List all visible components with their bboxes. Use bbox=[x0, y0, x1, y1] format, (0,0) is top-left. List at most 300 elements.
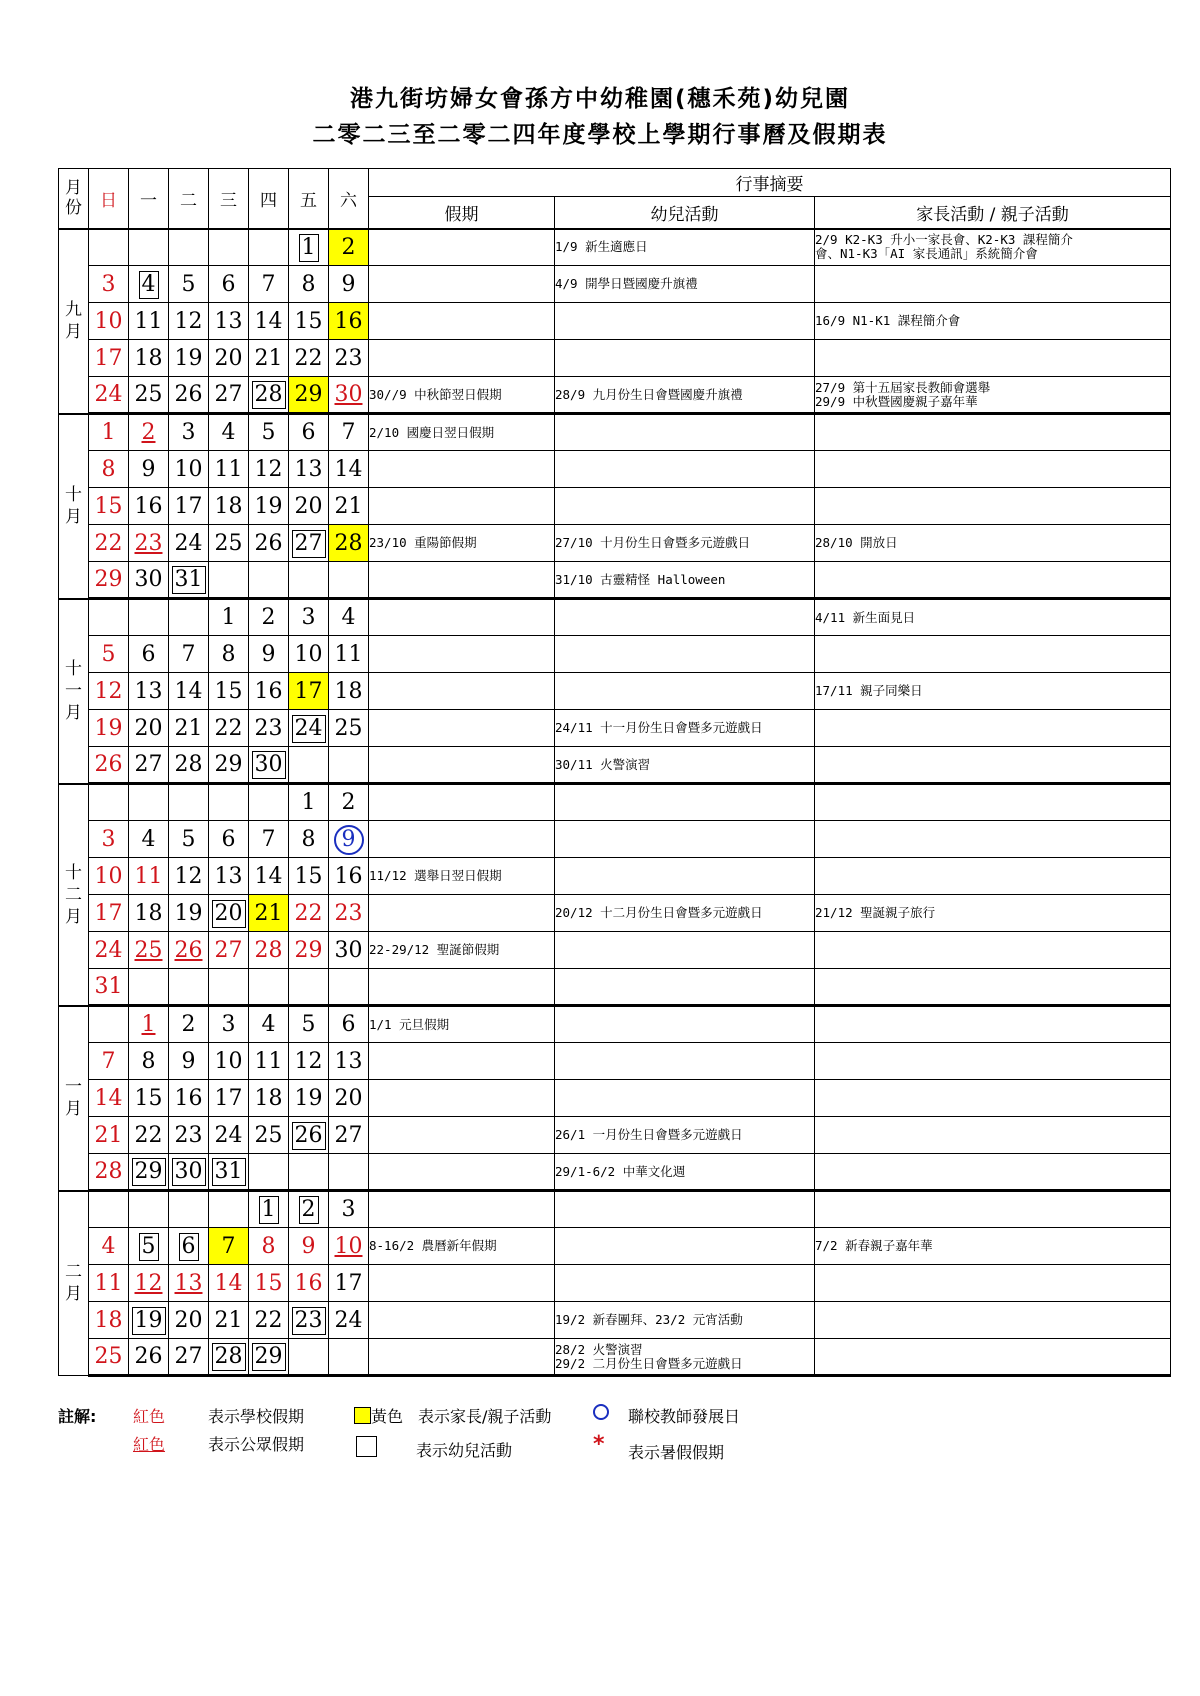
day-cell bbox=[209, 340, 249, 377]
day-number: 9 bbox=[261, 641, 276, 667]
day-number: 13 bbox=[214, 863, 243, 889]
parent-activity-event: 28/10 開放日 bbox=[815, 525, 1171, 562]
day-number: 25 bbox=[94, 1344, 123, 1369]
kids-activity-event bbox=[555, 414, 815, 451]
day-cell bbox=[289, 414, 329, 451]
legend-red-school-desc: 表示學校假期 bbox=[208, 1407, 305, 1426]
day-cell bbox=[89, 488, 129, 525]
day-number: 18 bbox=[214, 493, 243, 519]
day-number: 30 bbox=[334, 937, 363, 963]
day-cell bbox=[169, 1339, 209, 1376]
day-cell bbox=[289, 1006, 329, 1043]
holiday-event bbox=[369, 1265, 555, 1302]
holiday-event: 30//9 中秋節翌日假期 bbox=[369, 377, 555, 414]
day-number: 5 bbox=[181, 826, 196, 852]
week-row bbox=[59, 1043, 1171, 1080]
day-cell bbox=[209, 599, 249, 636]
day-number: 19 bbox=[174, 345, 203, 371]
day-number: 12 bbox=[294, 1048, 323, 1074]
day-cell bbox=[169, 451, 209, 488]
legend-red-public: 紅色 bbox=[133, 1435, 166, 1454]
day-cell bbox=[129, 266, 169, 303]
day-cell bbox=[169, 525, 209, 562]
day-cell bbox=[329, 821, 369, 858]
day-number: 20 bbox=[212, 900, 246, 928]
day-cell bbox=[169, 673, 209, 710]
day-cell bbox=[289, 784, 329, 821]
day-cell bbox=[289, 710, 329, 747]
day-number: 8 bbox=[221, 641, 236, 667]
day-cell bbox=[129, 414, 169, 451]
day-number: 12 bbox=[174, 863, 203, 889]
day-number: 11 bbox=[254, 1048, 283, 1074]
day-number: 2 bbox=[181, 1012, 196, 1037]
day-cell bbox=[129, 821, 169, 858]
holiday-event bbox=[369, 599, 555, 636]
kids-activity-event: 19/2 新春團拜、23/2 元宵活動 bbox=[555, 1302, 815, 1339]
day-cell bbox=[209, 1043, 249, 1080]
kids-activity-event bbox=[555, 340, 815, 377]
holiday-event bbox=[369, 969, 555, 1006]
day-number: 7 bbox=[101, 1048, 116, 1074]
empty-day-cell bbox=[169, 229, 209, 266]
day-cell bbox=[249, 747, 289, 784]
legend-star-desc: 表示暑假假期 bbox=[628, 1443, 725, 1462]
empty-day-cell bbox=[129, 599, 169, 636]
day-number: 14 bbox=[94, 1085, 123, 1111]
day-number: 1 bbox=[301, 790, 316, 815]
day-cell bbox=[129, 1043, 169, 1080]
day-cell bbox=[209, 1228, 249, 1265]
day-cell bbox=[249, 599, 289, 636]
calendar-table bbox=[58, 168, 1171, 1377]
day-number: 16 bbox=[134, 493, 163, 519]
day-number: 16 bbox=[334, 863, 363, 889]
week-row bbox=[59, 488, 1171, 525]
day-number: 12 bbox=[94, 678, 123, 704]
day-cell bbox=[89, 1302, 129, 1339]
holiday-event bbox=[369, 303, 555, 340]
day-cell bbox=[209, 858, 249, 895]
day-number: 20 bbox=[174, 1307, 203, 1333]
day-number: 11 bbox=[134, 863, 163, 889]
day-cell bbox=[289, 636, 329, 673]
day-cell bbox=[289, 229, 329, 266]
day-number: 29 bbox=[132, 1158, 166, 1186]
day-number: 18 bbox=[334, 678, 363, 704]
parent-activity-event bbox=[815, 1080, 1171, 1117]
day-cell bbox=[129, 1302, 169, 1339]
day-cell bbox=[89, 1154, 129, 1191]
day-cell bbox=[129, 1006, 169, 1043]
day-cell bbox=[169, 932, 209, 969]
day-number: 7 bbox=[181, 641, 196, 667]
summary-header: 行事摘要 bbox=[369, 169, 1171, 197]
empty-day-cell bbox=[289, 747, 329, 784]
day-cell bbox=[209, 1117, 249, 1154]
holiday-event bbox=[369, 1043, 555, 1080]
day-cell bbox=[249, 636, 289, 673]
day-number: 25 bbox=[254, 1122, 283, 1148]
day-cell bbox=[89, 747, 129, 784]
day-cell bbox=[249, 821, 289, 858]
day-cell bbox=[329, 340, 369, 377]
day-cell bbox=[89, 710, 129, 747]
day-number: 23 bbox=[292, 1307, 326, 1335]
kids-activity-event bbox=[555, 1191, 815, 1228]
empty-day-cell bbox=[89, 1006, 129, 1043]
empty-day-cell bbox=[209, 562, 249, 599]
day-number: 24 bbox=[292, 715, 326, 743]
day-number: 25 bbox=[214, 530, 243, 556]
day-cell bbox=[329, 673, 369, 710]
holiday-event bbox=[369, 1117, 555, 1154]
weekday-header-sun: 日 bbox=[89, 169, 129, 229]
day-cell bbox=[169, 1228, 209, 1265]
day-cell bbox=[209, 1302, 249, 1339]
day-cell bbox=[289, 488, 329, 525]
day-number: 12 bbox=[254, 456, 283, 482]
week-row bbox=[59, 858, 1171, 895]
day-cell bbox=[129, 303, 169, 340]
day-cell bbox=[289, 1043, 329, 1080]
weekday-header-wed: 三 bbox=[209, 169, 249, 229]
day-number: 10 bbox=[94, 863, 123, 889]
day-cell bbox=[249, 1339, 289, 1376]
day-number: 22 bbox=[294, 900, 323, 926]
day-cell bbox=[209, 1154, 249, 1191]
day-number: 14 bbox=[214, 1270, 243, 1296]
day-cell bbox=[169, 377, 209, 414]
day-number: 10 bbox=[334, 1233, 363, 1259]
weekday-header-sat: 六 bbox=[329, 169, 369, 229]
day-cell bbox=[129, 1080, 169, 1117]
day-cell bbox=[169, 858, 209, 895]
day-cell bbox=[169, 821, 209, 858]
kids-activity-event: 20/12 十二月份生日會暨多元遊戲日 bbox=[555, 895, 815, 932]
day-number: 20 bbox=[134, 715, 163, 741]
day-number: 30 bbox=[252, 751, 286, 779]
legend-star-icon: * bbox=[593, 1432, 605, 1457]
kids-activity-event bbox=[555, 784, 815, 821]
day-number: 23 bbox=[134, 530, 163, 556]
day-cell bbox=[329, 488, 369, 525]
week-row bbox=[59, 710, 1171, 747]
kids-activity-event bbox=[555, 303, 815, 340]
empty-day-cell bbox=[329, 1339, 369, 1376]
holiday-event bbox=[369, 747, 555, 784]
day-number: 26 bbox=[174, 937, 203, 963]
day-number: 18 bbox=[254, 1085, 283, 1111]
day-number: 15 bbox=[294, 863, 323, 889]
day-number: 14 bbox=[254, 308, 283, 334]
day-cell bbox=[249, 451, 289, 488]
empty-day-cell bbox=[89, 229, 129, 266]
week-row bbox=[59, 1339, 1171, 1376]
month-label: 九月 bbox=[59, 229, 89, 414]
day-cell bbox=[89, 1043, 129, 1080]
legend-red-public-desc: 表示公眾假期 bbox=[208, 1435, 305, 1454]
day-number: 28 bbox=[212, 1343, 246, 1371]
day-cell bbox=[169, 1080, 209, 1117]
empty-day-cell bbox=[129, 1191, 169, 1228]
day-cell bbox=[89, 895, 129, 932]
day-number: 12 bbox=[134, 1270, 163, 1296]
day-cell bbox=[169, 1302, 209, 1339]
kids-activity-event bbox=[555, 1043, 815, 1080]
day-cell bbox=[209, 710, 249, 747]
holiday-event bbox=[369, 895, 555, 932]
day-number: 24 bbox=[174, 530, 203, 556]
day-cell bbox=[289, 821, 329, 858]
day-number: 3 bbox=[341, 1197, 356, 1222]
day-cell bbox=[289, 525, 329, 562]
day-cell bbox=[329, 1006, 369, 1043]
day-cell bbox=[89, 377, 129, 414]
day-cell bbox=[209, 525, 249, 562]
day-cell bbox=[89, 451, 129, 488]
empty-day-cell bbox=[89, 784, 129, 821]
day-number: 15 bbox=[254, 1270, 283, 1296]
day-number: 5 bbox=[139, 1233, 159, 1261]
day-cell bbox=[89, 525, 129, 562]
day-cell bbox=[89, 340, 129, 377]
legend-circle bbox=[593, 1404, 609, 1423]
day-number: 28 bbox=[94, 1159, 123, 1184]
parent-activity-event: 4/11 新生面見日 bbox=[815, 599, 1171, 636]
day-number: 23 bbox=[254, 715, 283, 741]
day-number: 28 bbox=[334, 530, 363, 556]
day-number: 10 bbox=[174, 456, 203, 482]
day-cell bbox=[249, 1191, 289, 1228]
day-number: 28 bbox=[174, 752, 203, 777]
day-cell bbox=[209, 747, 249, 784]
day-number: 22 bbox=[214, 715, 243, 741]
day-cell bbox=[169, 1154, 209, 1191]
day-cell bbox=[209, 673, 249, 710]
week-row bbox=[59, 1191, 1171, 1228]
day-cell bbox=[129, 895, 169, 932]
day-number: 1 bbox=[299, 234, 319, 262]
day-number: 21 bbox=[174, 715, 203, 741]
day-cell bbox=[129, 710, 169, 747]
day-cell bbox=[209, 1265, 249, 1302]
day-cell bbox=[129, 858, 169, 895]
day-number: 15 bbox=[214, 678, 243, 704]
day-cell bbox=[329, 710, 369, 747]
empty-day-cell bbox=[329, 1154, 369, 1191]
day-number: 22 bbox=[134, 1122, 163, 1148]
day-cell bbox=[209, 636, 249, 673]
month-block bbox=[59, 784, 1171, 1006]
day-number: 17 bbox=[334, 1270, 363, 1296]
month-label: 十月 bbox=[59, 414, 89, 599]
legend-box-desc: 表示幼兒活動 bbox=[416, 1441, 513, 1460]
day-number: 22 bbox=[254, 1307, 283, 1333]
parent-activity-event bbox=[815, 1117, 1171, 1154]
empty-day-cell bbox=[249, 1154, 289, 1191]
day-number: 27 bbox=[292, 530, 326, 558]
day-number: 3 bbox=[101, 271, 116, 297]
day-number: 14 bbox=[174, 678, 203, 704]
day-cell bbox=[289, 266, 329, 303]
day-number: 30 bbox=[134, 567, 163, 592]
day-number: 26 bbox=[174, 382, 203, 407]
week-row bbox=[59, 1302, 1171, 1339]
day-cell bbox=[329, 229, 369, 266]
day-number: 4 bbox=[101, 1233, 116, 1259]
holiday-event: 2/10 國慶日翌日假期 bbox=[369, 414, 555, 451]
day-cell bbox=[329, 1080, 369, 1117]
day-number: 11 bbox=[214, 456, 243, 482]
holiday-event: 11/12 選舉日翌日假期 bbox=[369, 858, 555, 895]
day-cell bbox=[329, 266, 369, 303]
week-row bbox=[59, 1117, 1171, 1154]
day-cell bbox=[129, 673, 169, 710]
day-cell bbox=[129, 1339, 169, 1376]
day-cell bbox=[249, 488, 289, 525]
day-number: 30 bbox=[172, 1158, 206, 1186]
empty-day-cell bbox=[89, 599, 129, 636]
day-cell bbox=[249, 525, 289, 562]
day-cell bbox=[89, 932, 129, 969]
day-cell bbox=[89, 1080, 129, 1117]
day-cell bbox=[329, 377, 369, 414]
day-cell bbox=[329, 1228, 369, 1265]
day-number: 3 bbox=[221, 1012, 236, 1037]
day-number: 26 bbox=[292, 1122, 326, 1150]
day-cell bbox=[329, 525, 369, 562]
kids-activity-event bbox=[555, 969, 815, 1006]
kids-activity-event bbox=[555, 858, 815, 895]
holiday-event bbox=[369, 636, 555, 673]
empty-day-cell bbox=[329, 969, 369, 1006]
empty-day-cell bbox=[129, 229, 169, 266]
week-row bbox=[59, 303, 1171, 340]
day-cell bbox=[289, 673, 329, 710]
week-row bbox=[59, 932, 1171, 969]
day-cell bbox=[89, 1265, 129, 1302]
kids-activity-event: 28/9 九月份生日會暨國慶升旗禮 bbox=[555, 377, 815, 414]
day-number: 6 bbox=[301, 420, 316, 445]
kids-activity-header: 幼兒活動 bbox=[555, 197, 815, 229]
kids-activity-event bbox=[555, 488, 815, 525]
empty-day-cell bbox=[289, 969, 329, 1006]
day-number: 17 bbox=[94, 900, 123, 926]
box-swatch-icon bbox=[356, 1436, 377, 1457]
day-number: 11 bbox=[94, 1270, 123, 1296]
parent-activity-event bbox=[815, 340, 1171, 377]
holiday-event bbox=[369, 488, 555, 525]
day-cell bbox=[169, 710, 209, 747]
day-cell bbox=[329, 895, 369, 932]
day-number: 6 bbox=[221, 826, 236, 852]
empty-day-cell bbox=[289, 1154, 329, 1191]
legend bbox=[58, 1404, 1150, 1474]
holiday-event bbox=[369, 562, 555, 599]
kids-activity-event: 1/9 新生適應日 bbox=[555, 229, 815, 266]
day-cell bbox=[209, 1006, 249, 1043]
week-row bbox=[59, 1080, 1171, 1117]
month-block bbox=[59, 1006, 1171, 1191]
legend-circle-desc: 聯校教師發展日 bbox=[628, 1407, 741, 1426]
day-number: 26 bbox=[134, 1344, 163, 1369]
day-number: 31 bbox=[172, 566, 206, 594]
empty-day-cell bbox=[249, 784, 289, 821]
empty-day-cell bbox=[289, 1339, 329, 1376]
week-row bbox=[59, 1006, 1171, 1043]
day-number: 23 bbox=[334, 900, 363, 926]
day-cell bbox=[129, 1154, 169, 1191]
kids-activity-event: 26/1 一月份生日會暨多元遊戲日 bbox=[555, 1117, 815, 1154]
kids-activity-event: 24/11 十一月份生日會暨多元遊戲日 bbox=[555, 710, 815, 747]
empty-day-cell bbox=[129, 969, 169, 1006]
day-number: 21 bbox=[214, 1307, 243, 1333]
empty-day-cell bbox=[289, 562, 329, 599]
day-cell bbox=[209, 1339, 249, 1376]
holiday-event: 1/1 元旦假期 bbox=[369, 1006, 555, 1043]
day-number: 18 bbox=[134, 900, 163, 926]
holiday-event bbox=[369, 451, 555, 488]
day-cell bbox=[289, 895, 329, 932]
day-number: 31 bbox=[94, 974, 123, 999]
day-number: 3 bbox=[101, 826, 116, 852]
holiday-event bbox=[369, 710, 555, 747]
day-number: 15 bbox=[94, 493, 123, 519]
day-cell bbox=[129, 377, 169, 414]
day-number: 6 bbox=[221, 271, 236, 297]
day-number: 5 bbox=[181, 271, 196, 297]
day-number: 13 bbox=[174, 1270, 203, 1296]
day-cell bbox=[289, 303, 329, 340]
day-number: 29 bbox=[252, 1343, 286, 1371]
day-cell bbox=[169, 303, 209, 340]
kids-activity-event: 28/2 火警演習 29/2 二月份生日會暨多元遊戲日 bbox=[555, 1339, 815, 1376]
day-number: 2 bbox=[341, 234, 356, 260]
holiday-event: 23/10 重陽節假期 bbox=[369, 525, 555, 562]
day-cell bbox=[209, 932, 249, 969]
day-cell bbox=[169, 340, 209, 377]
day-number: 17 bbox=[94, 345, 123, 371]
day-cell bbox=[329, 451, 369, 488]
day-cell bbox=[249, 858, 289, 895]
month-block bbox=[59, 414, 1171, 599]
parent-activity-header: 家長活動 / 親子活動 bbox=[815, 197, 1171, 229]
day-number: 5 bbox=[261, 420, 276, 445]
day-number: 4 bbox=[221, 420, 236, 445]
day-number: 26 bbox=[254, 530, 283, 556]
day-cell bbox=[329, 1191, 369, 1228]
month-label: 二月 bbox=[59, 1191, 89, 1376]
parent-activity-event bbox=[815, 784, 1171, 821]
day-number: 9 bbox=[301, 1233, 316, 1259]
kids-activity-event bbox=[555, 451, 815, 488]
day-number: 1 bbox=[221, 605, 236, 630]
holiday-event bbox=[369, 1191, 555, 1228]
day-cell bbox=[89, 414, 129, 451]
day-cell bbox=[329, 1117, 369, 1154]
day-cell bbox=[129, 932, 169, 969]
holiday-event bbox=[369, 1302, 555, 1339]
day-cell bbox=[329, 599, 369, 636]
parent-activity-event: 27/9 第十五屆家長教師會選舉 29/9 中秋暨國慶親子嘉年華 bbox=[815, 377, 1171, 414]
day-cell bbox=[289, 858, 329, 895]
legend-yellow: 黃色 bbox=[354, 1404, 403, 1427]
day-number: 9 bbox=[141, 456, 156, 482]
day-cell bbox=[89, 1117, 129, 1154]
legend-box bbox=[356, 1436, 377, 1457]
empty-day-cell bbox=[169, 599, 209, 636]
